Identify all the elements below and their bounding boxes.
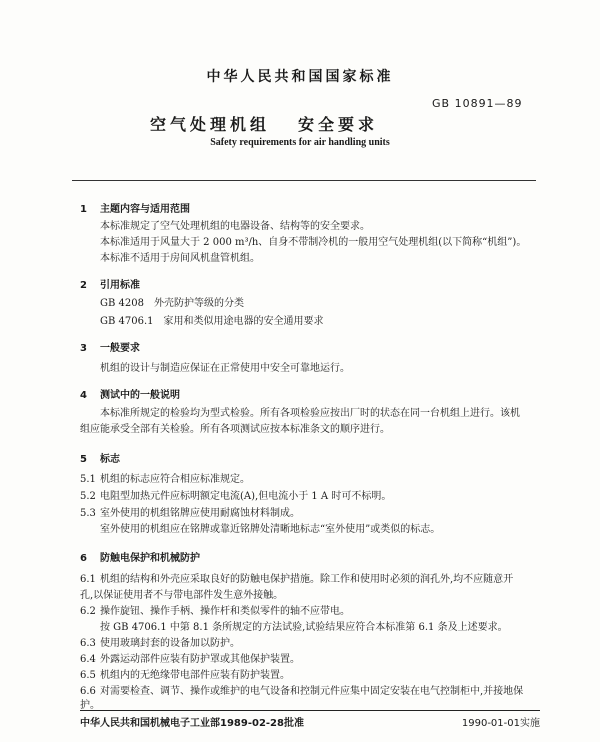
- document-title: [150, 112, 378, 135]
- clause: [80, 490, 540, 504]
- clause-text: 对需要检查、调节、操作或维护的电气设备和控制元件应集中固定安装在电气控制柜中,并接地保: [100, 686, 524, 697]
- clause-continuation: 护。: [80, 700, 100, 711]
- clause-text: 室外使用的机组铭牌应使用耐腐蚀材料制成。: [100, 508, 300, 519]
- clause-number: 6.5: [80, 670, 96, 681]
- clause-number: 5.2: [80, 491, 96, 502]
- clause: [80, 605, 540, 619]
- clause-text: 使用玻璃封套的设备加以防护。: [100, 638, 240, 649]
- reference-line: GB 4706.1 家用和类似用途电器的安全通用要求: [100, 316, 324, 327]
- paragraph-line: 机组的设计与制造应保证在正常使用中安全可靠地运行。: [100, 363, 350, 374]
- clause-number: 6.6: [80, 686, 96, 697]
- standard-code: GB 10891—89: [432, 97, 523, 110]
- section-5-heading: [80, 450, 120, 465]
- section-title: 引用标准: [100, 280, 140, 291]
- clause: [80, 473, 540, 487]
- clause-number: 6.3: [80, 638, 96, 649]
- clause-number: 6.2: [80, 606, 96, 617]
- footer-divider: [80, 710, 540, 711]
- section-title: 测试中的一般说明: [100, 390, 180, 401]
- approval-line: 中华人民共和国机械电子工业部1989-02-28批准: [80, 718, 304, 729]
- clause-text: 外露运动部件应装有防护罩或其他保护装置。: [100, 654, 300, 665]
- section-number: 3: [80, 343, 87, 354]
- clause: [80, 653, 540, 667]
- clause: [80, 637, 540, 651]
- clause-text: 机组的标志应符合相应标准规定。: [100, 474, 250, 485]
- section-number: 6: [80, 553, 87, 564]
- section-title: 防触电保护和机械防护: [100, 553, 200, 564]
- paragraph-line: 本标准规定了空气处理机组的电器设备、结构等的安全要求。: [100, 221, 370, 232]
- clause-number: 5.3: [80, 508, 96, 519]
- section-3-heading: [80, 339, 140, 354]
- section-title: 一般要求: [100, 343, 140, 354]
- clause-number: 6.1: [80, 574, 96, 585]
- clause-number: 6.4: [80, 654, 96, 665]
- paragraph-line: 本标准适用于风量大于 2 000 m³/h、自身不带制冷机的一般用空气处理机组(以下简称“机组”)。: [100, 237, 527, 248]
- clause-number: 5.1: [80, 474, 96, 485]
- paragraph-line: 本标准所规定的检验均为型式检验。所有各项检验应按出厂时的状态在同一台机组上进行。该机: [100, 408, 520, 419]
- effective-date: 1990-01-01实施: [461, 718, 540, 729]
- section-number: 1: [80, 204, 87, 215]
- section-4-heading: [80, 386, 180, 401]
- paragraph-line: 本标准不适用于房间风机盘管机组。: [100, 253, 260, 264]
- clause: [80, 573, 540, 587]
- header-divider: [72, 180, 536, 181]
- english-title: Safety requirements for air handling units: [210, 137, 390, 148]
- title-part-1: 空气处理机组: [150, 115, 271, 134]
- clause: [80, 669, 540, 683]
- clause-text: 机组内的无绝缘带电部件应装有防护装置。: [100, 670, 290, 681]
- section-2-heading: [80, 276, 140, 291]
- clause-text: 机组的结构和外壳应采取良好的防触电保护措施。除工作和使用时必须的润孔外,均不应随意开: [100, 574, 514, 585]
- clause-continuation: 按 GB 4706.1 中第 8.1 条所规定的方法试验,试验结果应符合本标准第 6.1 条及上述要求。: [100, 622, 508, 633]
- paragraph-line: 组应能承受全部有关检验。所有各项测试应按本标准条文的顺序进行。: [80, 424, 390, 435]
- clause: [80, 685, 540, 699]
- section-6-heading: [80, 549, 200, 564]
- section-number: 4: [80, 390, 87, 401]
- section-title: 标志: [100, 454, 120, 465]
- clause-continuation: 室外使用的机组应在铭牌或靠近铭牌处清晰地标志“室外使用”或类似的标志。: [100, 524, 441, 535]
- section-number: 5: [80, 454, 87, 465]
- clause-text: 操作旋钮、操作手柄、操作杆和类似零件的轴不应带电。: [100, 606, 350, 617]
- reference-line: GB 4208 外壳防护等级的分类: [100, 298, 244, 309]
- clause: [80, 507, 540, 521]
- clause-text: 电阻型加热元件应标明额定电流(A),但电流小于 1 A 时可不标明。: [100, 491, 392, 502]
- section-number: 2: [80, 280, 87, 291]
- clause-continuation: 孔,以保证使用者不与带电部件发生意外接触。: [80, 590, 284, 601]
- title-part-2: 安全要求: [298, 115, 379, 134]
- section-title: 主题内容与适用范围: [100, 204, 190, 215]
- section-1-heading: [80, 200, 190, 215]
- national-standard-heading: 中华人民共和国国家标准: [206, 69, 394, 85]
